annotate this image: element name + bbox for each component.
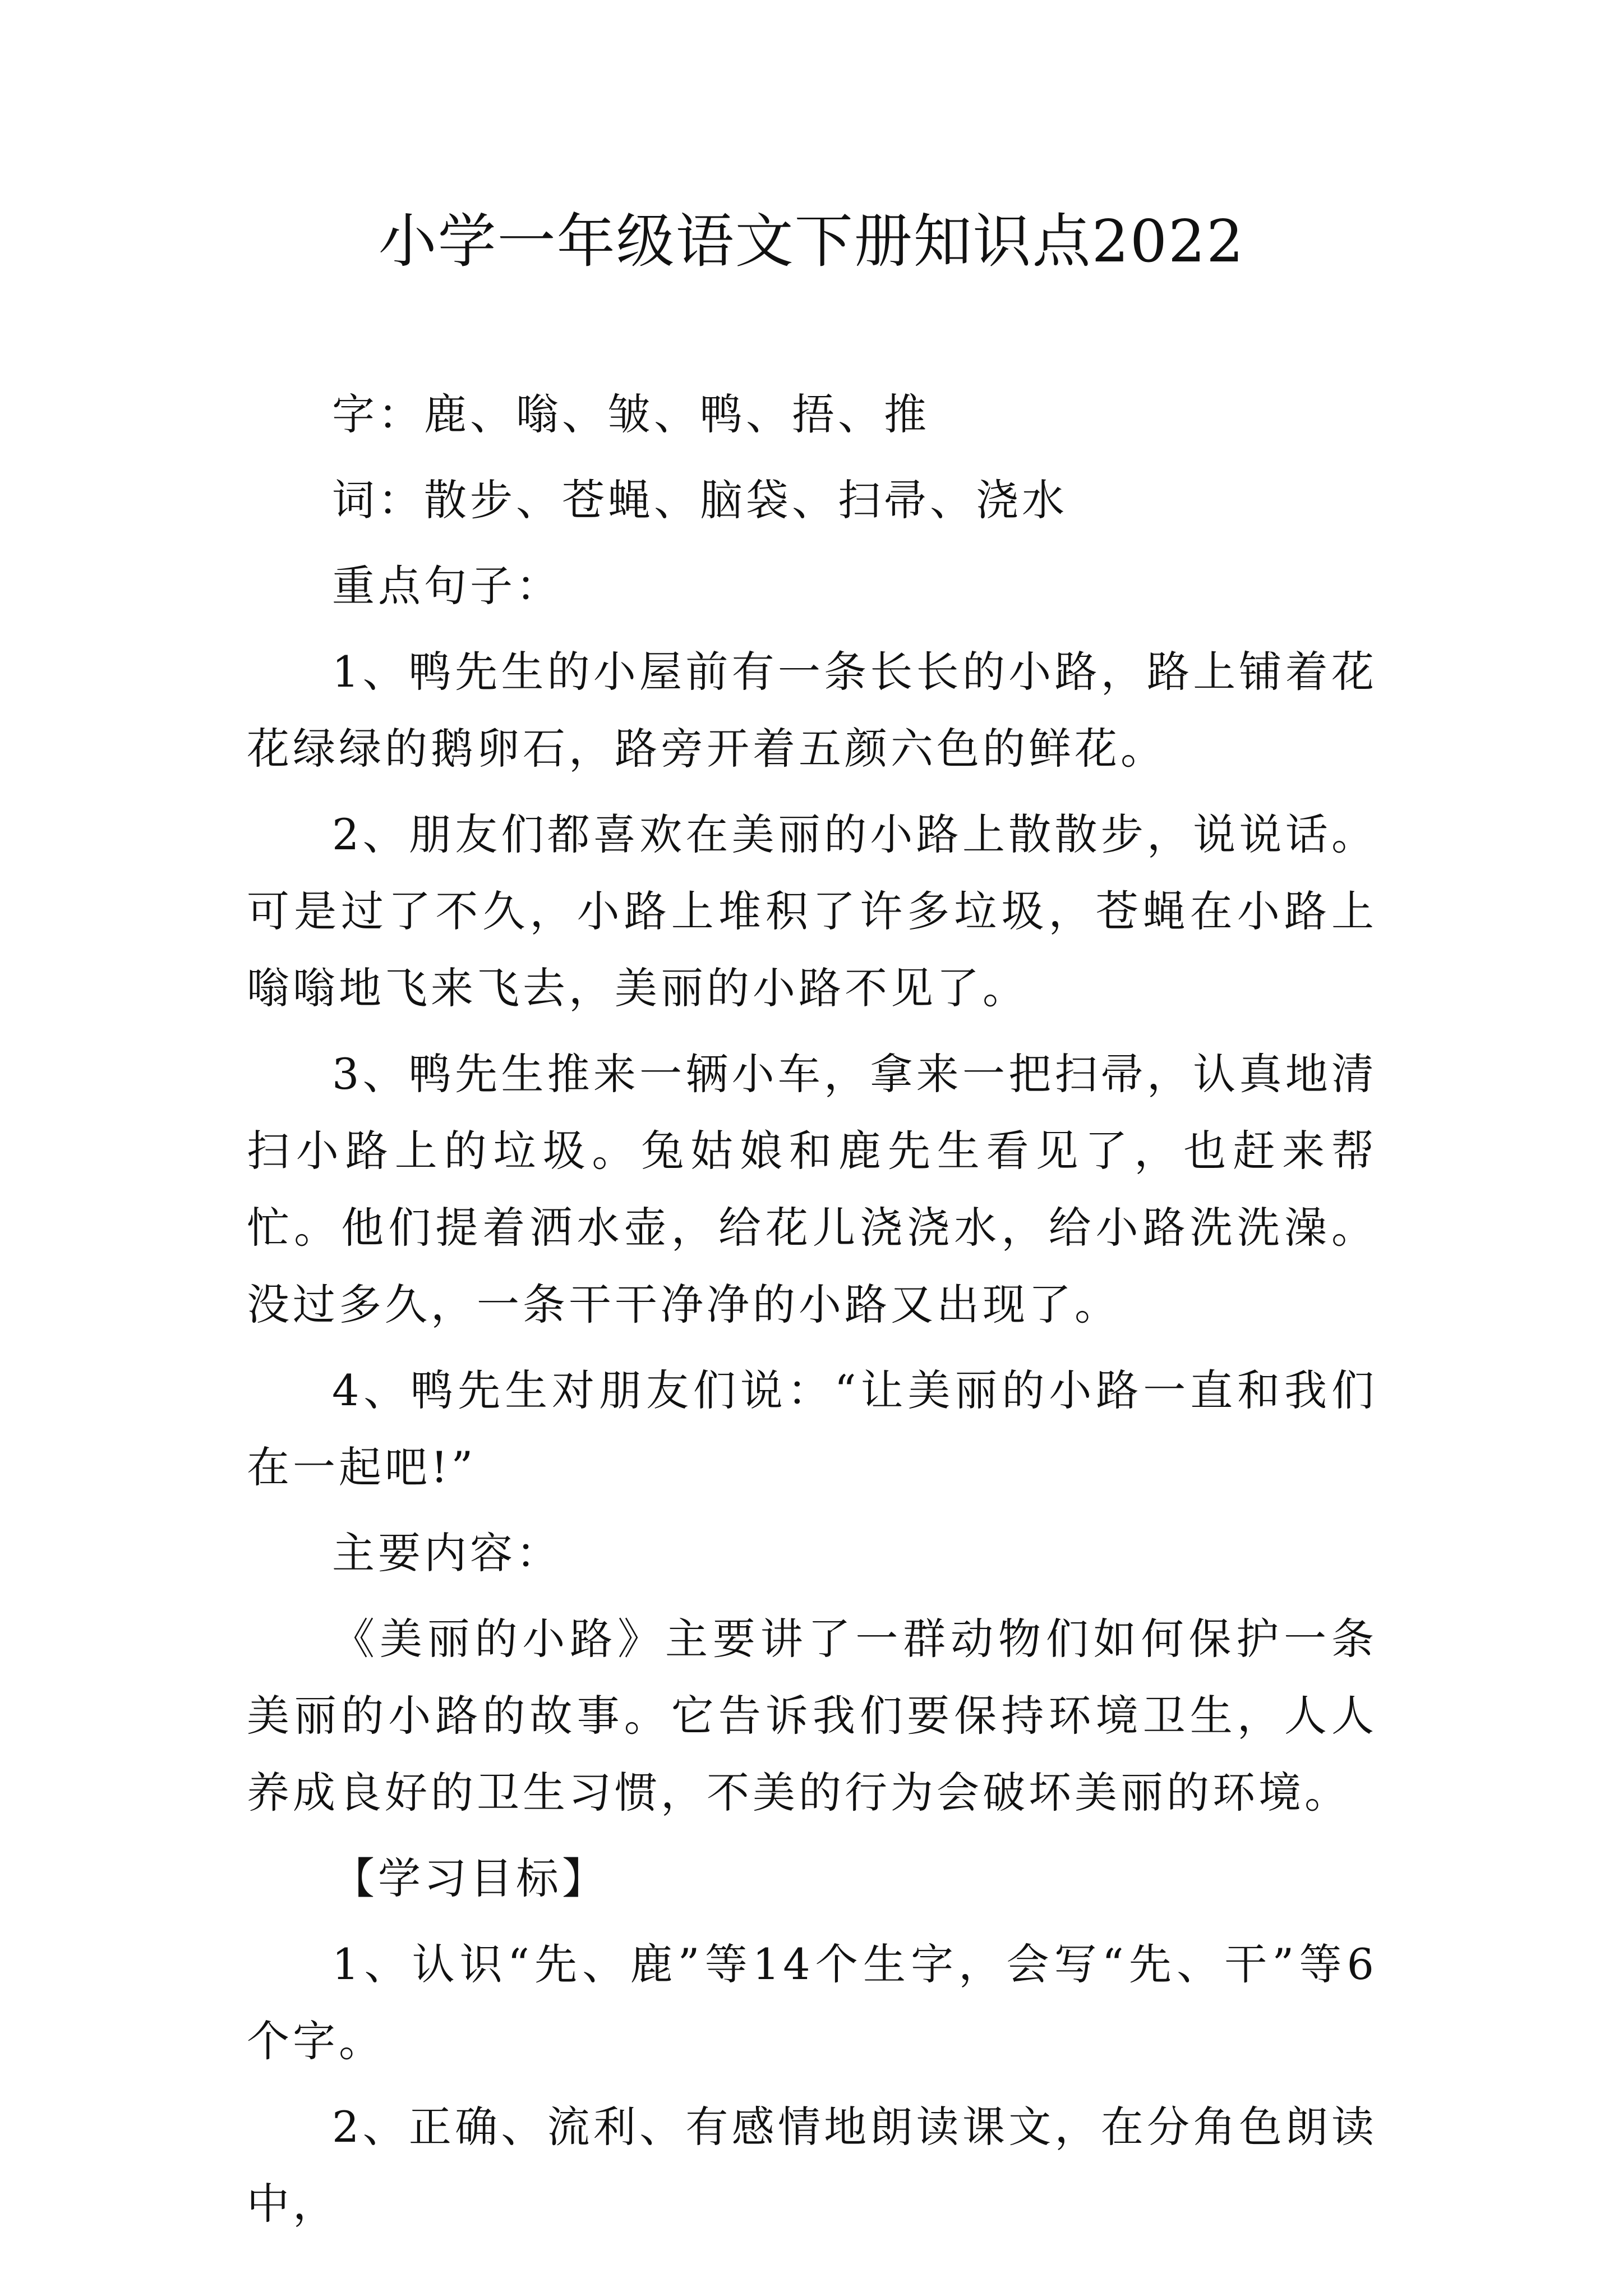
paragraph-sentence-2: 2、朋友们都喜欢在美丽的小路上散散步，说说话。可是过了不久，小路上堆积了许多垃圾，苍蝇在小路上嗡嗡地飞来飞去，美丽的小路不见了。 <box>247 809 1377 1013</box>
paragraph-sentence-4: 4、鸭先生对朋友们说：“让美丽的小路一直和我们在一起吧!” <box>247 1365 1377 1492</box>
paragraph-words: 词：散步、苍蝇、脑袋、扫帚、浇水 <box>332 475 1068 525</box>
paragraph-characters: 字：鹿、嗡、皱、鸭、捂、推 <box>332 389 930 439</box>
paragraph-main-content-heading: 主要内容： <box>332 1528 562 1578</box>
document-title: 小学一年级语文下册知识点2022 <box>378 207 1245 275</box>
paragraph-learning-goals-heading: 【学习目标】 <box>332 1853 608 1903</box>
document-body <box>247 376 1377 2251</box>
paragraph-sentence-3: 3、鸭先生推来一辆小车，拿来一把扫帚，认真地清扫小路上的垃圾。兔姑娘和鹿先生看见了，也赶来帮忙。他们提着洒水壶，给花儿浇浇水，给小路洗洗澡。没过多久，一条干干净净的小路又出现了。 <box>247 1049 1377 1329</box>
paragraph-goal-1: 1、认识“先、鹿”等14个生字，会写“先、干”等6个字。 <box>247 1939 1377 2066</box>
paragraph-goal-2: 2、正确、流利、有感情地朗读课文，在分角色朗读中， <box>247 2102 1377 2229</box>
paragraph-sentence-1: 1、鸭先生的小屋前有一条长长的小路，路上铺着花花绿绿的鹅卵石，路旁开着五颜六色的鲜花。 <box>247 647 1377 774</box>
paragraph-key-sentences-heading: 重点句子： <box>332 561 562 611</box>
paragraph-main-content: 《美丽的小路》主要讲了一群动物们如何保护一条美丽的小路的故事。它告诉我们要保持环境卫生，人人养成良好的卫生习惯，不美的行为会破坏美丽的环境。 <box>247 1614 1377 1818</box>
